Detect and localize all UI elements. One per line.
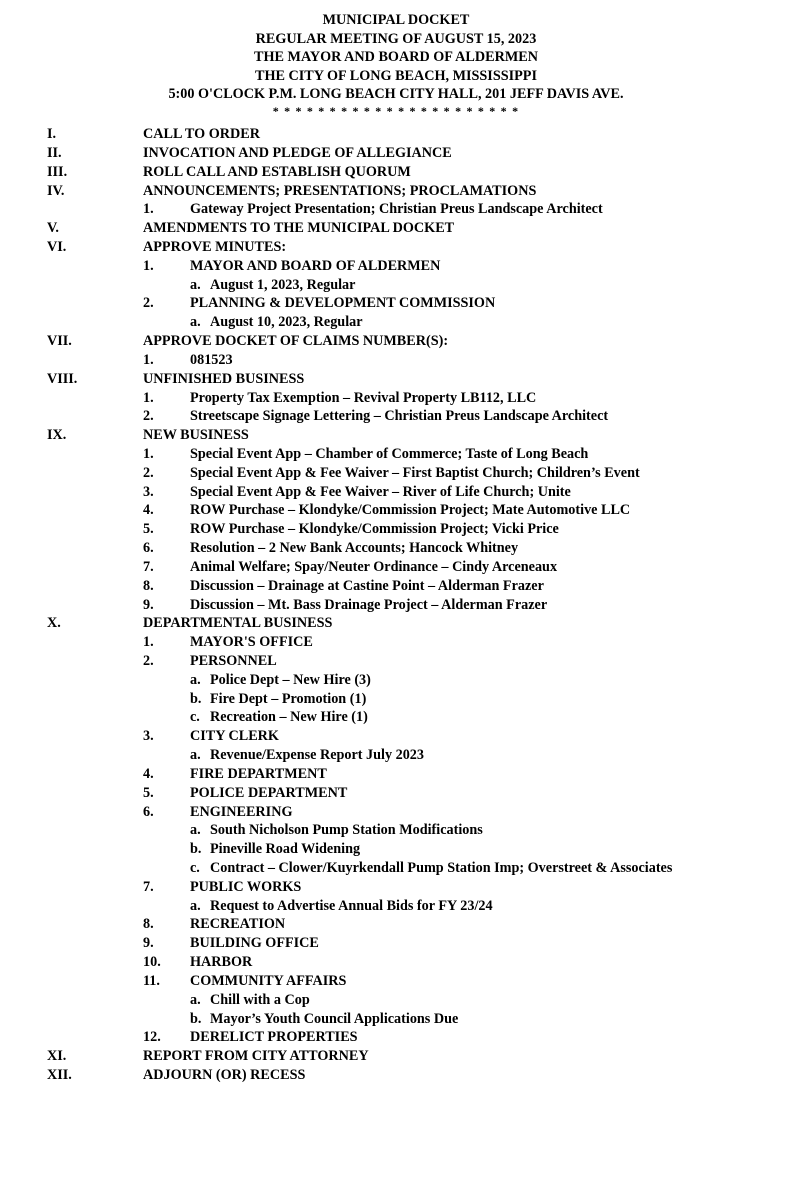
- sub-item: Chill with a Cop: [210, 991, 310, 1008]
- sub-item: August 1, 2023, Regular: [210, 276, 356, 293]
- item-number: 12.: [143, 1029, 161, 1046]
- item-number: 2.: [143, 295, 154, 312]
- item-number: 2.: [143, 464, 154, 481]
- item-number: 2.: [143, 408, 154, 425]
- sub-item: Pineville Road Widening: [210, 841, 361, 858]
- agenda-item: PERSONNEL: [190, 653, 277, 669]
- section-title: APPROVE DOCKET OF CLAIMS NUMBER(S):: [143, 333, 449, 349]
- section-number: XI.: [47, 1048, 67, 1065]
- item-number: 1.: [143, 634, 154, 651]
- item-number: 2.: [143, 653, 154, 669]
- item-number: 9.: [143, 596, 154, 613]
- sub-item: Recreation – New Hire (1): [210, 709, 368, 726]
- section-title: AMENDMENTS TO THE MUNICIPAL DOCKET: [143, 220, 455, 237]
- section-number: VII.: [47, 333, 72, 349]
- section-title: REPORT FROM CITY ATTORNEY: [143, 1048, 369, 1065]
- section-title: CALL TO ORDER: [143, 126, 260, 142]
- sub-item: Police Dept – New Hire (3): [210, 671, 371, 688]
- star-divider: * * * * * * * * * * * * * * * * * * * * * *: [272, 103, 520, 118]
- item-number: 4.: [143, 765, 154, 782]
- item-number: 1.: [143, 201, 154, 218]
- section-number: VIII.: [47, 370, 78, 387]
- section-title: NEW BUSINESS: [143, 427, 249, 444]
- section-number: II.: [47, 144, 62, 161]
- agenda-item: BUILDING OFFICE: [190, 935, 319, 952]
- section-title: ROLL CALL AND ESTABLISH QUORUM: [143, 163, 411, 180]
- agenda-item: PUBLIC WORKS: [190, 878, 302, 895]
- item-number: 6.: [143, 803, 154, 820]
- section-number: III.: [47, 163, 68, 180]
- agenda-item: MAYOR AND BOARD OF ALDERMEN: [190, 257, 441, 274]
- item-number: 1.: [143, 389, 154, 406]
- section-number: XII.: [47, 1067, 72, 1083]
- sub-item-letter: b.: [190, 690, 202, 707]
- section-number: V.: [47, 220, 59, 237]
- agenda-item: Animal Welfare; Spay/Neuter Ordinance – Cindy Arceneaux: [190, 558, 558, 575]
- section-title: ANNOUNCEMENTS; PRESENTATIONS; PROCLAMATIONS: [143, 182, 537, 199]
- sub-item-letter: c.: [190, 860, 200, 876]
- item-number: 5.: [143, 521, 154, 538]
- sub-item: South Nicholson Pump Station Modifications: [210, 822, 483, 839]
- governing-body: THE MAYOR AND BOARD OF ALDERMEN: [254, 49, 538, 66]
- item-number: 11.: [143, 972, 160, 989]
- sub-item-letter: a.: [190, 671, 201, 688]
- section-number: IX.: [47, 427, 67, 444]
- sub-item-letter: a.: [190, 314, 201, 331]
- section-number: I.: [47, 126, 57, 142]
- agenda-item: Discussion – Mt. Bass Drainage Project – Alderman Frazer: [190, 596, 548, 613]
- agenda-item: Resolution – 2 New Bank Accounts; Hancock Whitney: [190, 540, 519, 556]
- agenda-item: Gateway Project Presentation; Christian Preus Landscape Architect: [190, 201, 603, 218]
- section-title: ADJOURN (OR) RECESS: [143, 1067, 306, 1083]
- section-number: VI.: [47, 238, 67, 255]
- item-number: 8.: [143, 577, 154, 594]
- item-number: 3.: [143, 483, 154, 500]
- agenda-item: ROW Purchase – Klondyke/Commission Project; Vicki Price: [190, 521, 559, 538]
- agenda-item: Streetscape Signage Lettering – Christian Preus Landscape Architect: [190, 408, 609, 425]
- sub-item-letter: a.: [190, 822, 201, 839]
- agenda-item: ROW Purchase – Klondyke/Commission Project; Mate Automotive LLC: [190, 502, 631, 519]
- agenda-item: RECREATION: [190, 916, 286, 933]
- section-title: UNFINISHED BUSINESS: [143, 370, 305, 387]
- meeting-time-location: 5:00 O'CLOCK P.M. LONG BEACH CITY HALL, 201 JEFF DAVIS AVE.: [168, 86, 624, 103]
- docket-header: [0, 11, 792, 118]
- section-title: INVOCATION AND PLEDGE OF ALLEGIANCE: [143, 144, 452, 161]
- item-number: 1.: [143, 445, 154, 462]
- agenda-item: ENGINEERING: [190, 803, 293, 820]
- item-number: 7.: [143, 558, 154, 575]
- sub-item: Contract – Clower/Kuyrkendall Pump Station Imp; Overstreet & Associates: [210, 860, 673, 876]
- sub-item: Mayor’s Youth Council Applications Due: [210, 1010, 459, 1027]
- sub-item-letter: c.: [190, 709, 200, 726]
- agenda-item: Property Tax Exemption – Revival Property LB112, LLC: [190, 389, 537, 406]
- agenda-item: Special Event App – Chamber of Commerce; Taste of Long Beach: [190, 445, 589, 462]
- item-number: 4.: [143, 502, 154, 519]
- section-title: APPROVE MINUTES:: [143, 238, 287, 255]
- sub-item: Revenue/Expense Report July 2023: [210, 747, 424, 764]
- sub-item-letter: a.: [190, 991, 201, 1008]
- agenda-item: Special Event App & Fee Waiver – First Baptist Church; Children’s Event: [190, 464, 640, 481]
- item-number: 9.: [143, 935, 154, 952]
- item-number: 8.: [143, 916, 154, 933]
- agenda-item: FIRE DEPARTMENT: [190, 765, 327, 782]
- agenda-item: COMMUNITY AFFAIRS: [190, 972, 347, 989]
- sub-item-letter: a.: [190, 897, 201, 914]
- agenda-item: Discussion – Drainage at Castine Point – Alderman Frazer: [190, 577, 544, 594]
- agenda-item: DERELICT PROPERTIES: [190, 1029, 358, 1046]
- item-number: 1.: [143, 257, 154, 274]
- section-title: DEPARTMENTAL BUSINESS: [143, 615, 333, 632]
- section-number: X.: [47, 615, 61, 632]
- sub-item: Request to Advertise Annual Bids for FY 23/24: [210, 897, 493, 914]
- docket-title: MUNICIPAL DOCKET: [322, 12, 470, 28]
- agenda-item: 081523: [190, 351, 233, 368]
- agenda-item: HARBOR: [190, 954, 253, 971]
- agenda-item: PLANNING & DEVELOPMENT COMMISSION: [190, 295, 496, 312]
- sub-item: August 10, 2023, Regular: [210, 314, 363, 331]
- item-number: 7.: [143, 878, 154, 895]
- meeting-type: REGULAR MEETING OF AUGUST 15, 2023: [255, 30, 537, 47]
- item-number: 5.: [143, 784, 154, 801]
- agenda-item: CITY CLERK: [190, 728, 279, 745]
- sub-item-letter: b.: [190, 841, 202, 858]
- agenda-item: MAYOR'S OFFICE: [190, 634, 313, 651]
- sub-item-letter: a.: [190, 747, 201, 764]
- section-number: IV.: [47, 182, 65, 199]
- item-number: 3.: [143, 728, 154, 745]
- sub-item: Fire Dept – Promotion (1): [210, 690, 367, 707]
- city-name: THE CITY OF LONG BEACH, MISSISSIPPI: [255, 67, 537, 84]
- item-number: 6.: [143, 540, 154, 556]
- item-number: 1.: [143, 351, 154, 368]
- agenda-item: Special Event App & Fee Waiver – River of Life Church; Unite: [190, 483, 571, 500]
- sub-item-letter: b.: [190, 1010, 202, 1027]
- agenda-item: POLICE DEPARTMENT: [190, 784, 348, 801]
- sub-item-letter: a.: [190, 276, 201, 293]
- item-number: 10.: [143, 954, 161, 971]
